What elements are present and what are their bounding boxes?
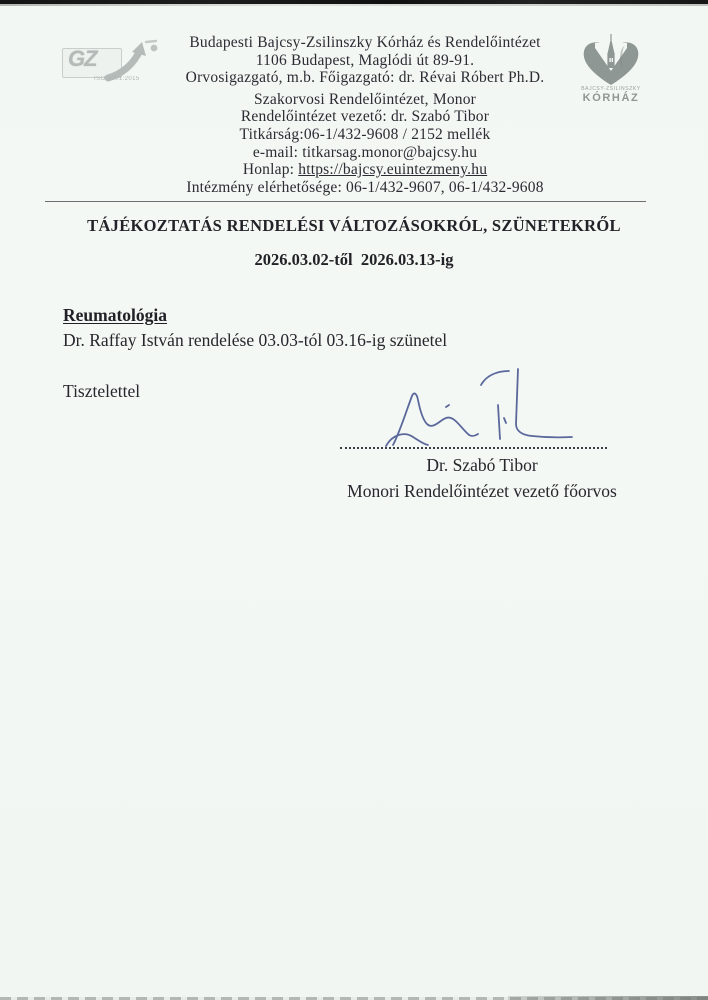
scanner-top-edge-artifact [0,0,708,4]
heart-logo-big-text: KÓRHÁZ [582,92,640,104]
document-title: TÁJÉKOZTATÁS RENDELÉSI VÁLTOZÁSOKRÓL, SZÜNETEKRŐL [87,216,621,235]
dept-name-line: Szakorvosi Rendelőintézet, Monor [253,90,477,108]
homepage-label: Honlap: [242,161,299,179]
letterhead [0,34,708,196]
dept-head-line: Rendelőintézet vezető: dr. Szabó Tibor [240,108,490,126]
section-body-text: Dr. Raffay István rendelése 03.03-tól 03.16-ig szünetel [63,330,448,350]
heart-logo-small-text: BAJCSY-ZSILINSZKY [581,86,641,92]
section-heading-reumatologia: Reumatológia [63,305,168,325]
org-director-line: Orvosigazgató, m.b. Főigazgató: dr. Révai Róbert Ph.D. [185,69,545,87]
scan-smudge-artifact [619,46,629,69]
contact-line: Intézmény elérhetősége: 06-1/432-9607, 06-1/432-9608 [186,178,544,196]
gz-iso-text: ISO 9001:2015 [94,76,140,82]
signer-name: Dr. Szabó Tibor [426,455,538,475]
document-date-range: 2026.03.02-től 2026.03.13-ig [254,250,454,269]
closing-salutation: Tisztelettel [63,381,141,401]
signature-block [332,452,632,504]
dept-phone-line: Titkárság:06-1/432-9608 / 2152 mellék [239,125,491,143]
signature-dotted-line [340,444,607,449]
gz-logo-letters: GZ [68,46,97,71]
org-address-line: 1106 Budapest, Maglódi út 89-91. [255,51,475,69]
handwritten-signature [330,358,620,453]
org-name-line: Budapesti Bajcsy-Zsilinszky Kórház és Rendelőintézet [189,34,541,51]
header-divider-line [45,201,646,202]
dept-email-line: e-mail: titkarsag.monor@bajcsy.hu [252,143,478,161]
homepage-line [0,161,708,179]
signer-title: Monori Rendelőintézet vezető főorvos [347,481,617,501]
homepage-url: https://bajcsy.euintezmeny.hu [298,161,488,179]
